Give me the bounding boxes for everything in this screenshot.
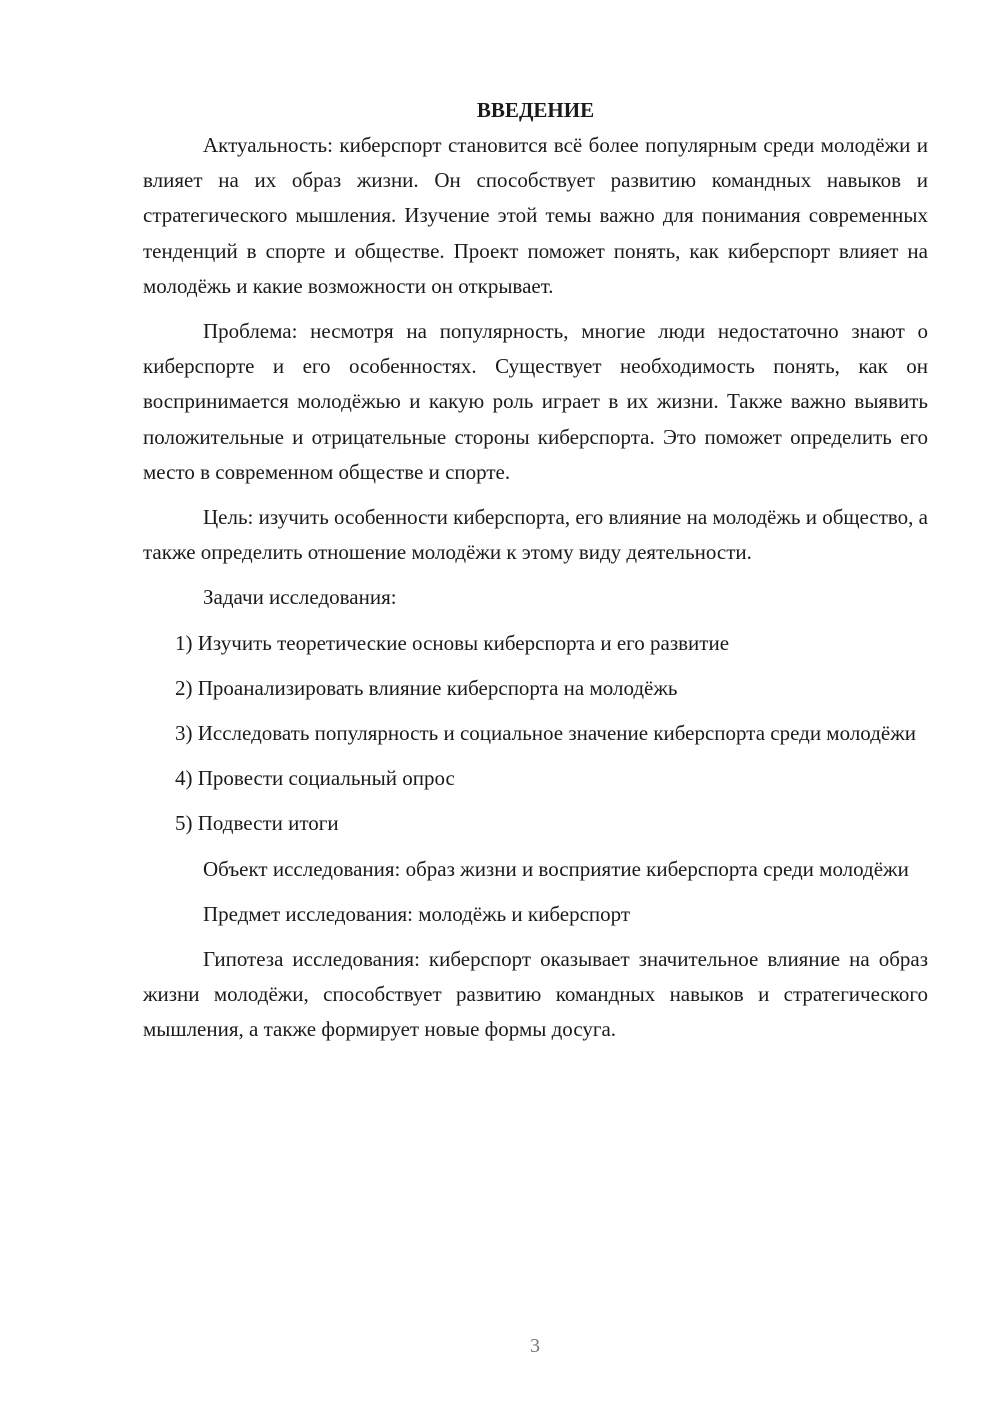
task-item-5: 5) Подвести итоги xyxy=(175,811,339,836)
paragraph-hypothesis: Гипотеза исследования: киберспорт оказывает значительное влияние на образ жизни молодёжи, способствует развитию командных навыков и стратегического мышления, а также формирует новые формы досуга. xyxy=(143,947,928,1042)
paragraph-tasks-title: Задачи исследования: xyxy=(203,585,397,610)
paragraph-goal: Цель: изучить особенности киберспорта, его влияние на молодёжь и общество, а также определить отношение молодёжи к этому виду деятельности. xyxy=(143,505,928,565)
page-number: 3 xyxy=(530,1335,540,1357)
page-content xyxy=(143,93,928,1048)
section-heading: ВВЕДЕНИЕ xyxy=(476,98,595,122)
paragraph-subject: Предмет исследования: молодёжь и киберспорт xyxy=(203,901,631,926)
task-item-2: 2) Проанализировать влияние киберспорта на молодёжь xyxy=(175,675,678,700)
task-item-3: 3) Исследовать популярность и социальное значение киберспорта среди молодёжи xyxy=(175,721,916,746)
task-item-4: 4) Провести социальный опрос xyxy=(175,766,455,791)
paragraph-relevance: Актуальность: киберспорт становится всё более популярным среди молодёжи и влияет на их образ жизни. Он способствует развитию командных навыков и стратегического мышления. Изучение этой темы важно для понимания современных тенденций в спорте и обществе. Проект поможет понять, как киберспорт влияет на молодёжь и какие возможности он открывает. xyxy=(143,133,928,298)
paragraph-problem: Проблема: несмотря на популярность, многие люди недостаточно знают о киберспорте и его особенностях. Существует необходимость понять, как он воспринимается молодёжью и какую роль играет в их жизни. Также важно выявить положительные и отрицательные стороны киберспорта. Это поможет определить его место в современном обществе и спорте. xyxy=(143,319,928,484)
task-item-1: 1) Изучить теоретические основы киберспорта и его развитие xyxy=(175,630,730,655)
paragraph-object: Объект исследования: образ жизни и восприятие киберспорта среди молодёжи xyxy=(203,856,909,881)
